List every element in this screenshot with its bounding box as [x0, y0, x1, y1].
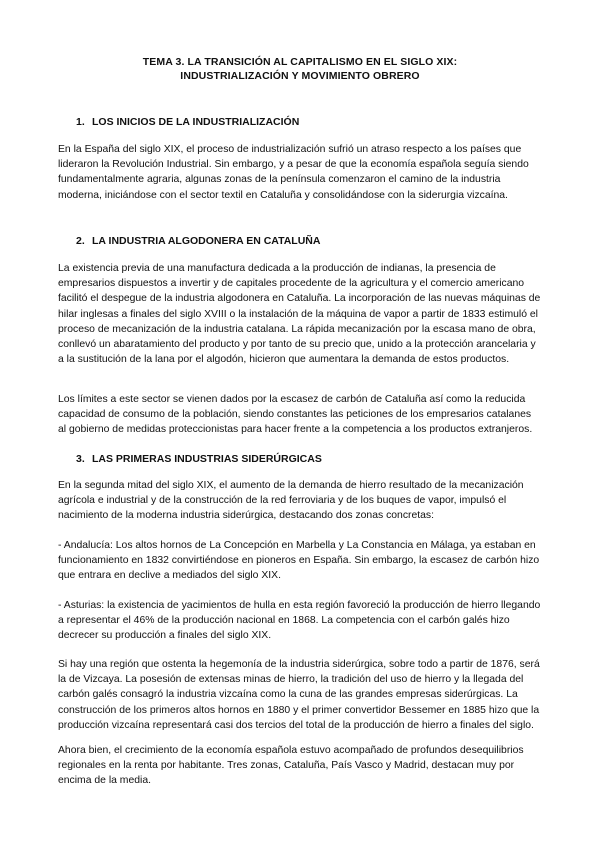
paragraph: Si hay una región que ostenta la hegemonía de la industria siderúrgica, sobre todo a partir de 1876, será la de Vizcaya. La posesión de extensas minas de hierro, la tradición del uso de hierro y la llegada del carbón galés consagró la industria vizcaína como la cuna de las grandes empresas siderúrgicas. La construcción de los primeros altos hornos en 1880 y el primer convertidor Bessemer en 1885 hizo que la producción vizcaína representará casi dos tercios del total de la producción de hierro a finales del siglo. — [58, 659, 540, 731]
section-number: 3. — [76, 453, 85, 465]
paragraph: - Asturias: la existencia de yacimientos de hulla en esta región favoreció la producción de hierro llegando a representar el 46% de la producción nacional en 1868. La competencia con el carbón galés hizo decrecer su producción a finales del siglo XIX. — [58, 600, 541, 642]
paragraph: En la España del siglo XIX, el proceso de industrialización sufrió un atraso respecto a los países que lideraron la Revolución Industrial. Sin embargo, y a pesar de que la economía española seguía siendo fundamentalmente agraria, algunas zonas de la península comenzaron el camino de la industria moderna, iniciándose con el sector textil en Cataluña y consolidándose con la siderurgia vizcaína. — [58, 144, 529, 201]
document-title-line-1: TEMA 3. LA TRANSICIÓN AL CAPITALISMO EN EL SIGLO XIX: — [142, 56, 458, 68]
section-heading-3 — [76, 452, 322, 466]
section-heading-1 — [76, 115, 299, 129]
paragraph: La existencia previa de una manufactura dedicada a la producción de indianas, la presencia de empresarios dispuestos a invertir y de capitales procedente de la agricultura y el comercio americano facilitó el despegue de la industria algodonera en Cataluña. La incorporación de las nuevas máquinas de hilar inglesas a finales del siglo XVIII o la instalación de la máquina de vapor a partir de 1833 estimuló el proceso de mecanización de la industria catalana. La rápida mecanización por la escasa mano de obra, conllevó un abaratamiento del producto y por tanto de su precio que, unido a la protección arancelaria y a la sustitución de la lana por el algodón, hicieron que aumentara la demanda de estos productos. — [58, 263, 541, 366]
section-title: LA INDUSTRIA ALGODONERA EN CATALUÑA — [92, 235, 321, 247]
section-title: LOS INICIOS DE LA INDUSTRIALIZACIÓN — [92, 116, 300, 128]
document-title-line-2: INDUSTRIALIZACIÓN Y MOVIMIENTO OBRERO — [180, 70, 420, 82]
paragraph: Los límites a este sector se vienen dados por la escasez de carbón de Cataluña así como la reducida capacidad de consumo de la población, siendo constantes las peticiones de los empresarios catalanes al gobierno de medidas proteccionistas para hacer frente a la competencia a los productos extranjeros. — [58, 394, 533, 436]
section-title: LAS PRIMERAS INDUSTRIAS SIDERÚRGICAS — [92, 453, 322, 465]
section-number: 1. — [76, 116, 85, 128]
paragraph: Ahora bien, el crecimiento de la economía española estuvo acompañado de profundos desequilibrios regionales en la renta por habitante. Tres zonas, Cataluña, País Vasco y Madrid, destacan muy por encima de la media. — [58, 745, 524, 787]
paragraph: En la segunda mitad del siglo XIX, el aumento de la demanda de hierro resultado de la mecanización agrícola e industrial y de la construcción de la red ferroviaria y de los buques de vapor, impulsó el nacimiento de la moderna industria siderúrgica, destacando dos zonas concretas: — [58, 480, 524, 522]
section-number: 2. — [76, 235, 85, 247]
section-heading-2 — [76, 234, 320, 248]
paragraph: - Andalucía: Los altos hornos de La Concepción en Marbella y La Constancia en Málaga, ya estaban en funcionamiento en 1832 convirtiéndose en pioneros en España. Sin embargo, la escasez de carbón hizo que entrara en declive a mediados del siglo XIX. — [58, 540, 540, 582]
